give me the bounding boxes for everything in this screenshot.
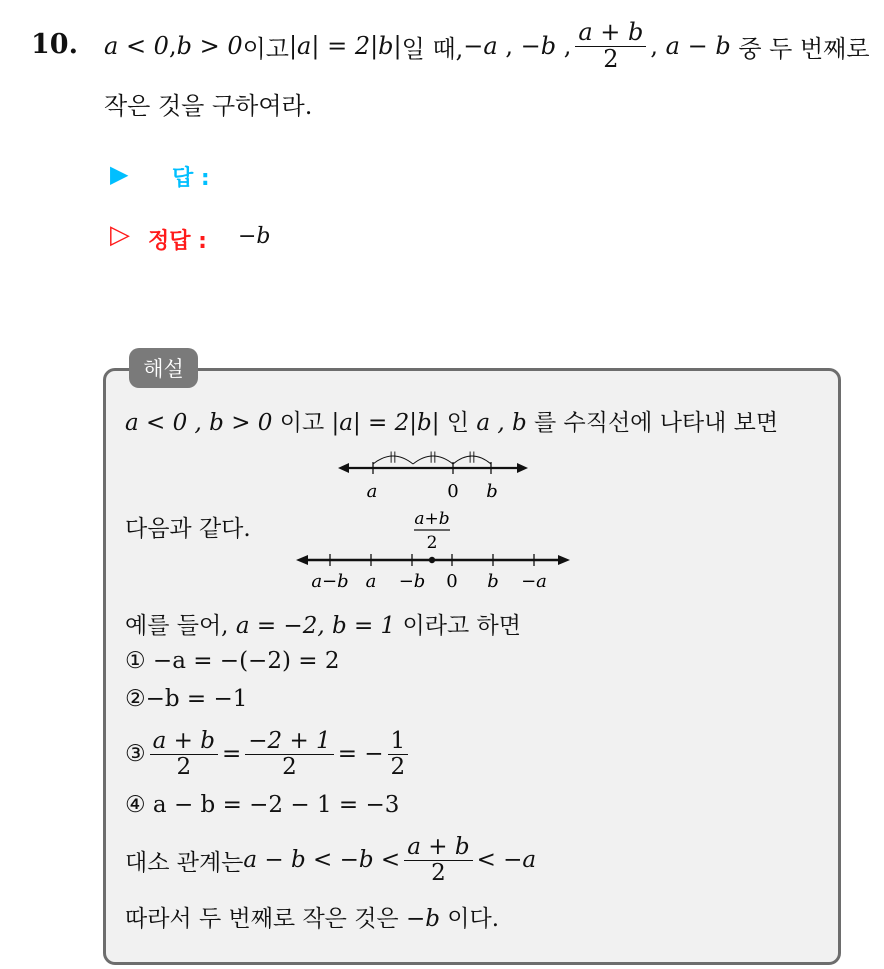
sol-ab: a , b [476,410,527,436]
comparison-den: 2 [431,859,446,886]
number-line-2 [292,506,574,596]
item-3-marker: ③ [125,741,146,767]
item-3-num-1: a + b [150,729,218,754]
sol-text-in: 인 [439,410,477,436]
condition-b: b > 0 [176,32,243,60]
question-number: 10. [31,29,78,60]
item-3-frac-3 [388,729,409,778]
example-tail: 이라고 하면 [395,613,521,639]
comparison-math-1: a − b < −b < [243,847,401,873]
item-3-frac-2 [245,729,333,778]
numline1-label-a: a [366,481,378,502]
option-a-minus-b: a − b [665,32,731,60]
option-neg-b: −b [520,32,557,60]
condition-a: a < 0 [104,32,169,60]
sol-text-igo: 이고 [272,410,332,436]
fraction-numerator: a + b [575,20,646,46]
conclusion-tail: 이다. [439,906,500,932]
correct-label: 정답 : [148,229,207,254]
numline2-frac-den: 2 [426,533,438,553]
comparison-text: 대소 관계는 [125,849,244,876]
solution-line2: 다음과 같다. [125,516,251,542]
item-3-den-3: 2 [390,753,406,780]
item-3-frac-1 [150,729,218,778]
example-line [125,607,521,640]
numline2-label-a: a [365,571,377,592]
numline2-label-neg-a: −a [521,571,547,592]
conclusion-math: −b [405,906,440,932]
item-3-den-1: 2 [176,753,192,780]
equal-mark-1: || [389,450,397,463]
numline2-label-b: b [487,571,499,592]
solution-tab: 해설 [129,348,198,388]
answer-arrow-icon: ▶ [110,160,129,188]
question-line2: 작은 것을 구하여라. [104,92,313,120]
equal-mark-3: || [468,450,476,463]
numline2-label-a-minus-b: a−b [311,571,349,592]
numline1-label-0: 0 [447,481,459,502]
conclusion-line [125,900,499,933]
answer-label: 답 : [172,166,210,191]
sol-abs-equation: |a| = 2|b| [331,410,440,436]
numline2-frac-num: a+b [414,509,450,529]
sol-text-numberline: 를 수직선에 나타내 보면 [526,410,779,436]
correct-arrow-icon: ▷ [110,220,130,250]
example-text: 예를 들어, [125,613,236,639]
question-text: a < 0 , b > 0 이고 |a| = 2|b| 일 때, −a , −b , $\frac{a + b}{2}$ , a − b 중 두 번째로 [104,18,870,73]
item-3: ③ $\frac{a + b}{2}$ = $\frac{-2 + 1}{2}$ = − $\frac{1}{2}$ [125,724,412,784]
comparison-fraction [404,835,472,884]
item-3-num-3: 1 [388,729,409,754]
option-fraction [575,20,646,71]
equal-mark-2: || [429,450,437,463]
text-igo: 이고 [242,34,289,63]
correct-value: −b [238,224,271,249]
numline2-label-neg-b: −b [398,571,426,592]
sol-condition: a < 0 , b > 0 [125,410,273,436]
item-1: ① −a = −(−2) = 2 [125,648,340,674]
comparison-num: a + b [404,835,472,860]
abs-equation: |a| = 2|b| [288,32,402,60]
option-neg-a: −a [463,32,498,60]
example-math: a = −2, b = 1 [235,613,396,639]
comparison-math-2: < −a [476,847,537,873]
solution-line1 [125,404,778,437]
midpoint-dot [429,557,435,563]
number-line-1 [335,448,535,506]
comparison-line [125,830,536,890]
fraction-denominator: 2 [603,44,619,73]
comma: , [168,32,177,60]
item-4: ④ a − b = −2 − 1 = −3 [125,792,400,818]
conclusion-text: 따라서 두 번째로 작은 것은 [125,906,406,932]
item-3-num-2: −2 + 1 [245,729,333,754]
item-2: ②−b = −1 [125,686,248,712]
text-ilttae: 일 때, [401,34,464,63]
item-3-den-2: 2 [282,753,297,780]
numline1-label-b: b [486,481,498,502]
text-end: 중 두 번째로 [738,34,870,63]
numline2-label-0: 0 [446,571,458,592]
